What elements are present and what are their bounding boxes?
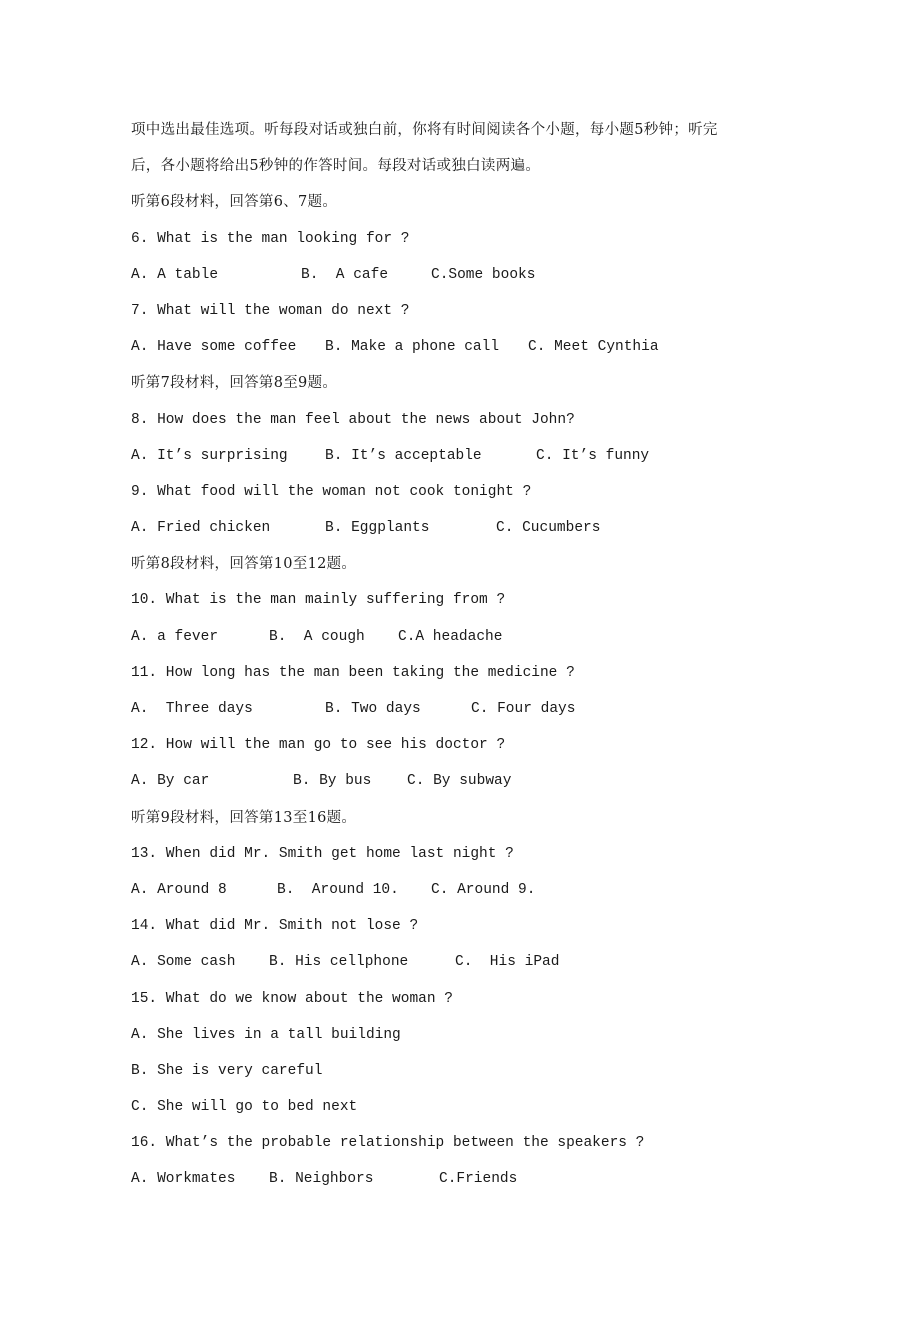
- option-b: B. A cafe: [301, 266, 389, 283]
- question-14: 14. What did Mr. Smith not lose ?: [131, 918, 419, 935]
- option-a: A. By car: [131, 773, 210, 790]
- option-b: B. A cough: [269, 628, 365, 645]
- option-a: A. It’s surprising: [131, 447, 288, 464]
- question-8: 8. How does the man feel about the news about John?: [131, 411, 575, 428]
- option-b: B. Around 10.: [277, 881, 399, 898]
- option-b: B. Neighbors: [269, 1171, 374, 1188]
- option-a: A. Workmates: [131, 1171, 236, 1188]
- options-11: [131, 691, 811, 727]
- option-a: A. Have some coffee: [131, 339, 297, 356]
- option-b: B. Eggplants: [325, 520, 430, 537]
- question-6: 6. What is the man looking for ?: [131, 230, 410, 247]
- option-b: B. His cellphone: [269, 954, 409, 971]
- option-b: B. Make a phone call: [325, 339, 500, 356]
- option-a: A. Some cash: [131, 954, 236, 971]
- question-11: 11. How long has the man been taking the medicine ?: [131, 664, 575, 681]
- option-c: C. Meet Cynthia: [528, 339, 659, 356]
- section-heading-9: 听第9段材料，回答第13至16题。: [131, 809, 357, 826]
- option-c: C.A headache: [398, 628, 503, 645]
- option-b: B. By bus: [293, 773, 372, 790]
- question-9: 9. What food will the woman not cook tonight ?: [131, 483, 532, 500]
- option-b: B. It’s acceptable: [325, 447, 482, 464]
- question-10: 10. What is the man mainly suffering from ?: [131, 592, 506, 609]
- question-13: 13. When did Mr. Smith get home last night ?: [131, 845, 514, 862]
- options-7: [131, 329, 811, 365]
- option-c: C. By subway: [407, 773, 512, 790]
- intro-line-2: 后，各小题将给出5秒钟的作答时间。每段对话或独白读两遍。: [131, 158, 541, 175]
- question-15: 15. What do we know about the woman ?: [131, 990, 453, 1007]
- options-14: [131, 944, 811, 980]
- option-15-c: C. She will go to bed next: [131, 1099, 358, 1116]
- option-c: C.Friends: [439, 1171, 518, 1188]
- options-6: [131, 257, 811, 293]
- options-16: [131, 1161, 811, 1197]
- option-15-b: B. She is very careful: [131, 1062, 323, 1079]
- intro-line-1: 项中选出最佳选项。听每段对话或独白前，你将有时间阅读各个小题，每小题5秒钟；听完: [131, 122, 718, 138]
- section-heading-8: 听第8段材料，回答第10至12题。: [131, 556, 357, 573]
- option-15-a: A. She lives in a tall building: [131, 1026, 401, 1043]
- option-c: C. Cucumbers: [496, 520, 601, 537]
- option-b: B. Two days: [325, 701, 421, 717]
- option-c: C.Some books: [431, 266, 536, 283]
- options-12: [131, 763, 811, 799]
- option-c: C. Four days: [471, 701, 576, 717]
- question-12: 12. How will the man go to see his doctor ?: [131, 737, 506, 754]
- option-c: C. It’s funny: [536, 447, 650, 464]
- option-a: A. Fried chicken: [131, 520, 271, 537]
- option-a: A. a fever: [131, 628, 219, 645]
- question-7: 7. What will the woman do next ?: [131, 302, 410, 319]
- section-heading-6: 听第6段材料，回答第6、7题。: [131, 194, 338, 211]
- options-9: [131, 510, 811, 546]
- options-13: [131, 872, 811, 908]
- option-a: A. Three days: [131, 701, 253, 717]
- question-16: 16. What’s the probable relationship between the speakers ?: [131, 1135, 645, 1152]
- document-page: [131, 112, 811, 1198]
- option-c: C. Around 9.: [431, 881, 536, 898]
- options-10: [131, 619, 811, 655]
- option-a: A. Around 8: [131, 881, 227, 898]
- option-a: A. A table: [131, 266, 219, 283]
- option-c: C. His iPad: [455, 954, 560, 971]
- options-8: [131, 438, 811, 474]
- section-heading-7: 听第7段材料，回答第8至9题。: [131, 375, 338, 392]
